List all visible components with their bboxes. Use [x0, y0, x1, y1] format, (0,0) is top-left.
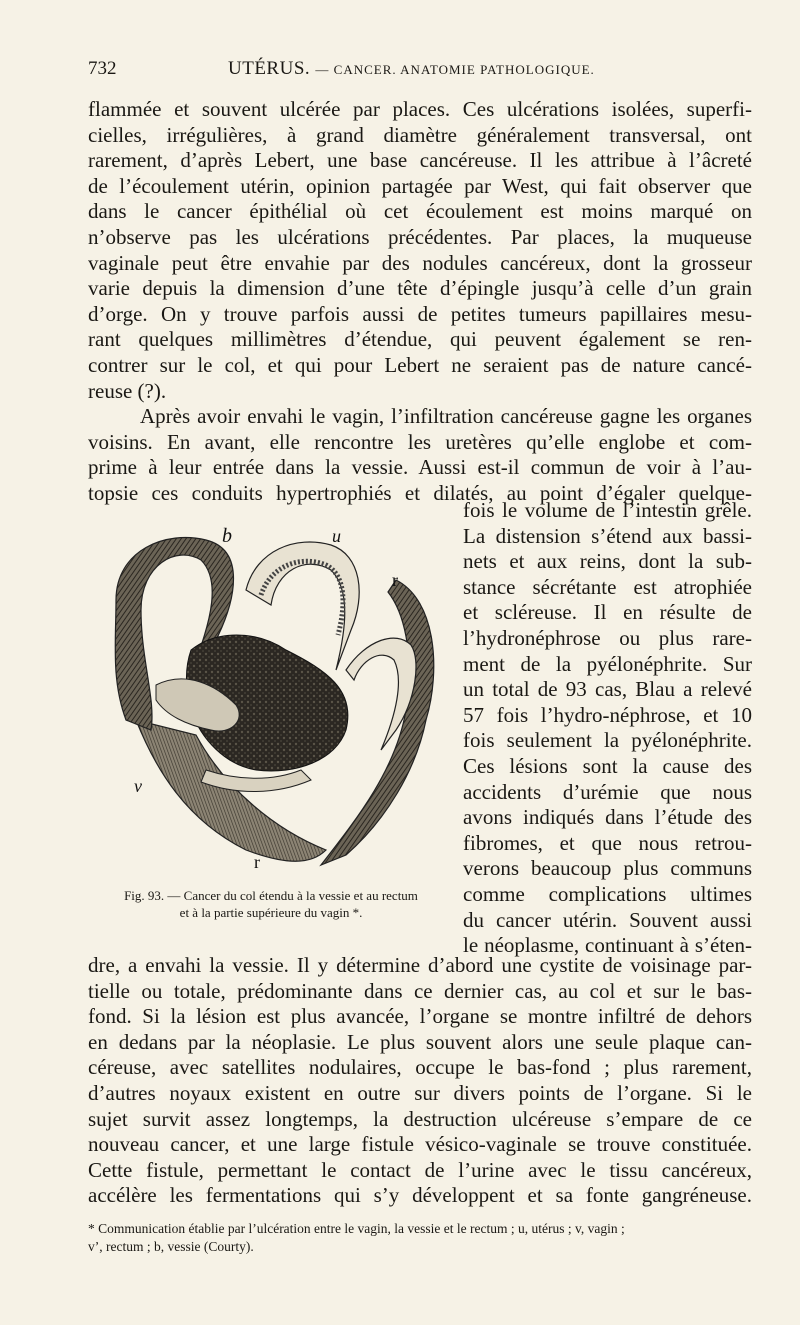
text-line: fibromes, et que nous retrou-: [463, 830, 752, 855]
figure-label-u: u: [332, 526, 341, 546]
figure-label-v: v: [134, 776, 142, 796]
text-line: vaginale peut être envahie par des nodules cancéreux, dont la grosseur: [88, 250, 752, 275]
page-number: 732: [88, 58, 117, 79]
text-line: fois le volume de l’intestin grêle.: [463, 498, 752, 522]
text-line: cielles, irrégulières, à grand diamètre généralement transversal, ont: [88, 122, 752, 147]
figure-label-b: b: [222, 525, 232, 547]
text-line: ment de la pyélonéphrite. Sur: [463, 651, 752, 676]
text-line: Après avoir envahi le vagin, l’infiltration cancéreuse gagne les organes: [140, 404, 752, 429]
header-subtitle: — CANCER. ANATOMIE PATHOLOGIQUE.: [315, 62, 595, 77]
header-title: UTÉRUS.: [228, 58, 311, 79]
text-line: céreuse, avec satellites nodulaires, occupe le bas-fond ; plus rarement,: [88, 1055, 752, 1080]
figure-label-r-top: r: [392, 570, 398, 590]
text-line: tielle ou totale, prédominante dans ce dernier cas, au col et sur le bas-: [88, 978, 752, 1003]
text-line: avons indiqués dans l’étude des: [463, 805, 752, 830]
text-line: prime à leur entrée dans la vessie. Aussi est-il commun de voir à l’au-: [88, 455, 752, 480]
text-line: fois seulement la pyélonéphrite.: [463, 728, 752, 753]
text-line: reuse (?).: [88, 378, 167, 403]
text-line: accélère les fermentations qui s’y développent et sa fonte gangréneuse.: [88, 1183, 752, 1208]
text-line: et scléreuse. Il en résulte de: [463, 600, 752, 625]
text-line: dans le cancer épithélial où cet écoulement est moins marqué on: [88, 199, 752, 224]
text-line: de l’écoulement utérin, opinion partagée par West, qui fait observer que: [88, 173, 752, 198]
text-line: verons beaucoup plus communs: [463, 856, 752, 881]
text-line: Ces lésions sont la cause des: [463, 754, 752, 778]
figure-caption-line2: et à la partie supérieure du vagin *.: [179, 905, 363, 920]
text-line: contrer sur le col, et qui pour Lebert ne seraient pas de nature cancé-: [88, 353, 752, 377]
text-line: rant quelques millimètres d’étendue, qui peuvent également se ren-: [88, 327, 752, 352]
text-line: en dedans par la néoplasie. Le plus souvent alors une seule plaque can-: [88, 1029, 752, 1054]
figure-label-r-bottom: r: [254, 852, 260, 872]
text-line: d’orge. On y trouve parfois aussi de petites tumeurs papillaires mesu-: [88, 301, 752, 326]
text-line: Cette fistule, permettant le contact de l’urine avec le tissu cancéreux,: [88, 1157, 752, 1182]
text-line: fond. Si la lésion est plus avancée, l’organe se montre infiltré de dehors: [88, 1004, 752, 1029]
anatomical-figure: [96, 520, 448, 882]
text-line: nouveau cancer, et une large fistule vésico-vaginale se trouve constituée.: [88, 1132, 752, 1157]
text-line: l’hydronéphrose ou plus rare-: [463, 626, 752, 650]
text-line: La distension s’étend aux bassi-: [463, 523, 752, 548]
text-line: du cancer utérin. Souvent aussi: [463, 907, 752, 932]
running-header: [88, 58, 752, 88]
text-line: voisins. En avant, elle rencontre les uretères qu’elle englobe et com-: [88, 429, 752, 454]
text-line: dre, a envahi la vessie. Il y détermine d’abord une cystite de voisinage par-: [88, 953, 752, 977]
text-line: accidents d’urémie que nous: [463, 779, 752, 804]
text-line: rarement, d’après Lebert, une base cancéreuse. Il les attribue à l’âcreté: [88, 148, 752, 173]
text-line: le néoplasme, continuant à s’éten-: [463, 933, 752, 958]
text-line: n’observe pas les ulcérations précédentes. Par places, la muqueuse: [88, 225, 752, 249]
text-line: 57 fois l’hydro-néphrose, et 10: [463, 702, 752, 727]
figure-caption-line1: Fig. 93. — Cancer du col étendu à la vessie et au rectum: [124, 888, 418, 903]
text-line: comme complications ultimes: [463, 882, 752, 906]
running-title: [228, 58, 595, 80]
text-line: flammée et souvent ulcérée par places. Ces ulcérations isolées, superfi-: [88, 97, 752, 121]
text-line: sujet survit assez longtemps, la destruction ulcéreuse s’empare de ce: [88, 1106, 752, 1131]
text-line: topsie ces conduits hypertrophiés et dilatés, au point d’égaler quelque-: [88, 481, 752, 505]
text-line: stance sécrétante est atrophiée: [463, 574, 752, 599]
footnote-line2: v’, rectum ; b, vessie (Courty).: [88, 1239, 254, 1254]
text-line: nets et aux reins, dont la sub-: [463, 549, 752, 574]
text-line: un total de 93 cas, Blau a relevé: [463, 677, 752, 702]
text-line: d’autres noyaux existent en outre sur divers points de l’organe. Si le: [88, 1081, 752, 1105]
footnote-line1: * Communication établie par l’ulcération entre le vagin, la vessie et le rectum ; u, utérus ; v, vagin ;: [88, 1221, 625, 1236]
text-line: varie depuis la dimension d’une tête d’épingle jusqu’à celle d’un grain: [88, 276, 752, 301]
